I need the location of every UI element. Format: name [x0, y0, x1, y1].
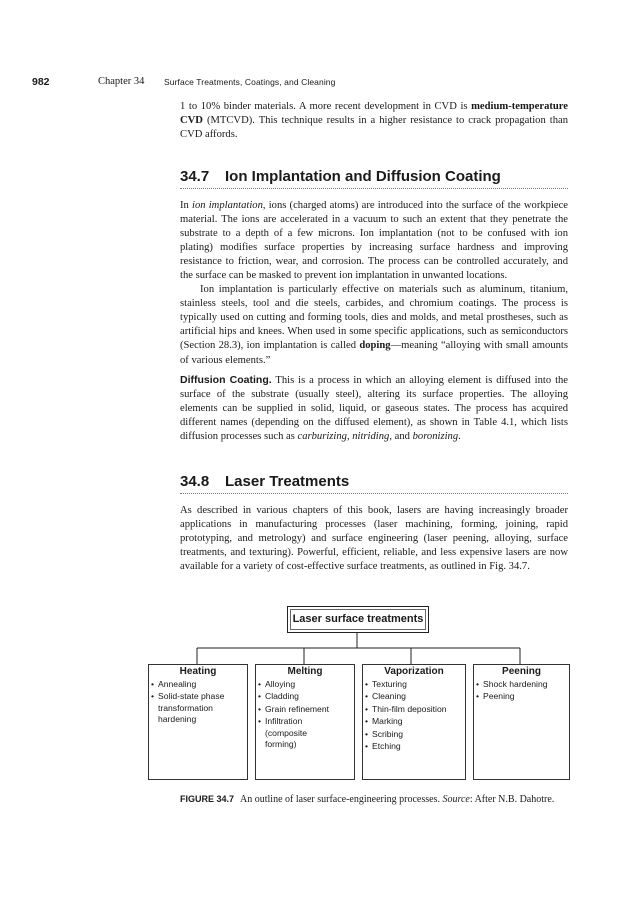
list-item: • Alloying — [258, 679, 296, 689]
category-peening — [473, 664, 570, 780]
list-item: • Cladding — [258, 691, 299, 702]
term-mtcvd: medium-temperature CVD — [180, 101, 568, 127]
category-title: Heating — [179, 666, 217, 677]
paragraph: Diffusion Coating. This is a process in which an alloying element is diffused into the surface of the substrate (usually steel), altering its surface properties. The alloying elements can be supplied in solid, liquid, or gaseous states. The process has acquired different names (depending on the diffused element), as shown in Table 4.1, which lists diffusion processes such as carburizing, nitriding, and boronizing. — [180, 373, 569, 442]
chapter-title: Surface Treatments, Coatings, and Cleaning — [164, 77, 336, 87]
category-title: Peening — [502, 666, 541, 677]
section-title: Laser Treatments — [225, 473, 350, 490]
chapter-label: Chapter 34 — [98, 76, 145, 87]
figure-34-7 — [148, 604, 572, 780]
list-item: • Solid-state phase transformation hardening — [151, 691, 225, 725]
root-label: Laser surface treatments — [292, 613, 424, 625]
list-item: • Thin-film deposition — [365, 703, 447, 714]
intro-paragraph: 1 to 10% binder materials. A more recent development in CVD is medium-temperature CVD (MTCVD). This technique results in a higher resistance to crack propagation than CVD affords. — [180, 101, 568, 141]
term-doping: doping — [359, 340, 391, 352]
category-title: Melting — [287, 666, 323, 677]
list-item: • Scribing — [365, 728, 404, 739]
category-title: Vaporization — [384, 666, 444, 677]
paragraph: Ion implantation is particularly effective on materials such as aluminum, titanium, stainless steels, tool and die steels, carbides, and chromium coatings. The process is typically used on cutting and forming tools, dies and molds, and metal prostheses, such as artificial hips and knees. When used in some specific applications, such as semiconductors (Section 28.3), ion implantation is called doping—meaning “alloying with small amounts of various elements.” — [180, 284, 568, 366]
list-item: • Grain refinement — [258, 703, 330, 714]
figure-caption: FIGURE 34.7 An outline of laser surface-engineering processes. Source: After N.B. Dahotre. — [180, 794, 555, 805]
section-34-8 — [180, 471, 568, 574]
running-header — [32, 76, 592, 90]
list-item: • Infiltration (composite forming) — [258, 716, 308, 750]
list-item: • Peening — [476, 691, 515, 702]
page-number: 982 — [32, 76, 50, 88]
list-item: • Cleaning — [365, 691, 406, 702]
list-item: • Annealing — [151, 679, 197, 689]
list-item: • Texturing — [365, 679, 407, 689]
paragraph: As described in various chapters of this book, lasers are having increasingly broader applications in manufacturing processes (laser machining, forming, joining, rapid prototyping, and metrology) and surface engineering (laser peening, alloying, surface treatments, and texturing). Powerful, efficient, reliable, and less expensive lasers are now available for a variety of cost-effective surface treatments, as outlined in Fig. 34.7. — [180, 505, 568, 573]
section-title: Ion Implantation and Diffusion Coating — [225, 168, 501, 185]
intro-block — [180, 100, 568, 142]
list-item: • Marking — [365, 716, 403, 727]
section-34-7 — [180, 166, 568, 444]
figure-label: FIGURE 34.7 — [180, 794, 235, 804]
list-item: • Etching — [365, 741, 401, 752]
list-item: • Shock hardening — [476, 679, 548, 689]
section-heading — [180, 471, 568, 494]
section-heading — [180, 166, 568, 189]
run-in-heading: Diffusion Coating. — [180, 373, 272, 386]
category-heating — [148, 664, 248, 780]
section-number: 34.7 — [180, 168, 210, 185]
root-node — [287, 606, 429, 633]
paragraph: In ion implantation, ions (charged atoms) are introduced into the surface of the workpiece material. The ions are accelerated in a vacuum to such an extent that they penetrate the substrate to a depth of a few microns. Ion implantation (not to be confused with ion plating) modifies surface properties by increasing surface hardness and improving resistance to friction, wear, and corrosion. The process can be controlled accurately, and the surface can be masked to prevent ion implantation in unwanted locations. — [180, 200, 568, 282]
category-vaporization — [362, 664, 466, 780]
section-number: 34.8 — [180, 473, 210, 490]
category-melting — [255, 664, 355, 780]
